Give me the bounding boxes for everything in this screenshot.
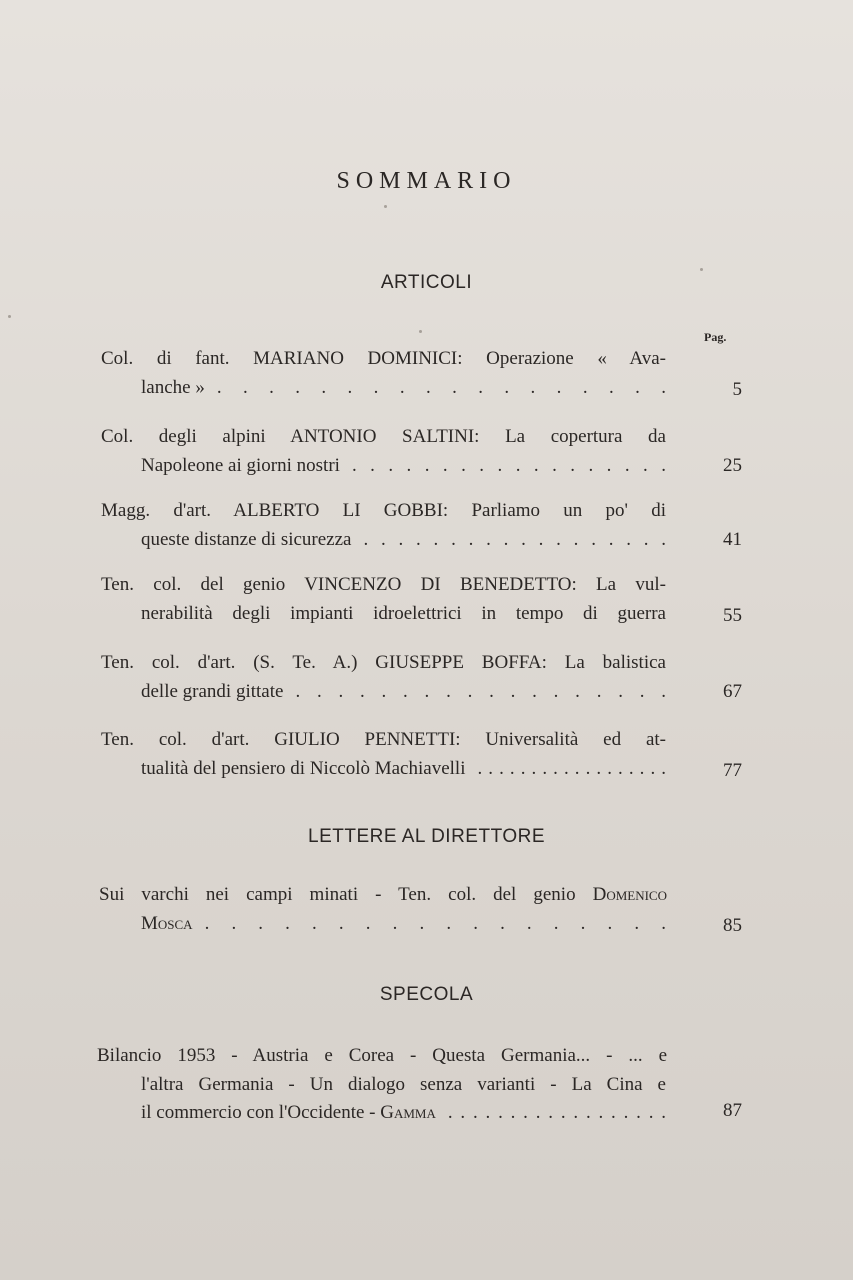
entry-line-leader <box>141 1098 666 1128</box>
entry-text: Sui varchi nei campi minati - Ten. col. del genio <box>99 884 576 905</box>
entry-line-leader <box>141 451 666 481</box>
entry-line: nerabilità degli impianti idroelettrici in tempo di guerra <box>141 603 666 624</box>
entry-line-leader <box>141 909 666 939</box>
author-name: Domenico <box>592 884 667 905</box>
section-heading-articoli: ARTICOLI <box>380 272 473 293</box>
entry-line: l'altra Germania - Un dialogo senza varianti - La Cina e <box>141 1074 666 1095</box>
entry-line: tualità del pensiero di Niccolò Machiavelli <box>141 758 466 779</box>
entry-line-leader <box>141 677 666 707</box>
entry-text: il commercio con l'Occidente - <box>141 1102 376 1123</box>
entry-line: Col. di fant. MARIANO DOMINICI: Operazione « Ava- <box>101 348 666 369</box>
page-number: 41 <box>723 529 742 550</box>
entry-line-leader <box>141 373 666 403</box>
entry-line-leader <box>141 754 666 784</box>
dot-leader: . . . . . . . . . . . . . . . . . . <box>351 455 666 476</box>
page-number: 67 <box>723 681 742 702</box>
dot-leader: . . . . . . . . . . . . . . . . . . <box>447 1102 666 1123</box>
entry-line <box>141 1098 436 1128</box>
dot-leader: . . . . . . . . . . . . . . . . . . <box>216 377 666 398</box>
entry-line: lanche » <box>141 377 205 398</box>
section-heading-specola: SPECOLA <box>379 984 474 1005</box>
entry-line-leader <box>141 525 666 555</box>
dot-leader: . . . . . . . . . . . . . . . . . . <box>295 681 666 702</box>
page-number: 25 <box>723 455 742 476</box>
page-column-label: Pag. <box>704 330 727 344</box>
paper-speck <box>384 205 387 208</box>
page-number: 87 <box>723 1100 742 1121</box>
dot-leader: . . . . . . . . . . . . . . . . . . <box>477 758 666 779</box>
page-number: 77 <box>723 760 742 781</box>
entry-line: Ten. col. d'art. GIULIO PENNETTI: Universalità ed at- <box>101 729 666 750</box>
entry-line: Bilancio 1953 - Austria e Corea - Questa Germania... - ... e <box>97 1045 667 1066</box>
dot-leader: . . . . . . . . . . . . . . . . . . <box>204 913 666 934</box>
page-number: 85 <box>723 915 742 936</box>
entry-line: Ten. col. del genio VINCENZO DI BENEDETTO: La vul- <box>101 574 666 595</box>
entry-line: Napoleone ai giorni nostri <box>141 455 340 476</box>
paper-speck <box>419 330 422 333</box>
paper-speck <box>700 268 703 271</box>
author-name: Gamma <box>380 1102 436 1123</box>
section-heading-lettere: LETTERE AL DIRETTORE <box>308 826 545 847</box>
page-number: 5 <box>732 379 742 400</box>
entry-line: Magg. d'art. ALBERTO LI GOBBI: Parliamo un po' di <box>101 500 666 521</box>
entry-line <box>99 880 667 910</box>
dot-leader: . . . . . . . . . . . . . . . . . . <box>363 529 666 550</box>
page-number: 55 <box>723 605 742 626</box>
author-name: Mosca <box>141 913 193 934</box>
entry-line: Ten. col. d'art. (S. Te. A.) GIUSEPPE BOFFA: La balistica <box>101 652 666 673</box>
entry-line: delle grandi gittate <box>141 681 284 702</box>
entry-line: queste distanze di sicurezza <box>141 529 352 550</box>
page-title: SOMMARIO <box>336 168 517 194</box>
entry-line: Col. degli alpini ANTONIO SALTINI: La copertura da <box>101 426 666 447</box>
paper-speck <box>8 315 11 318</box>
